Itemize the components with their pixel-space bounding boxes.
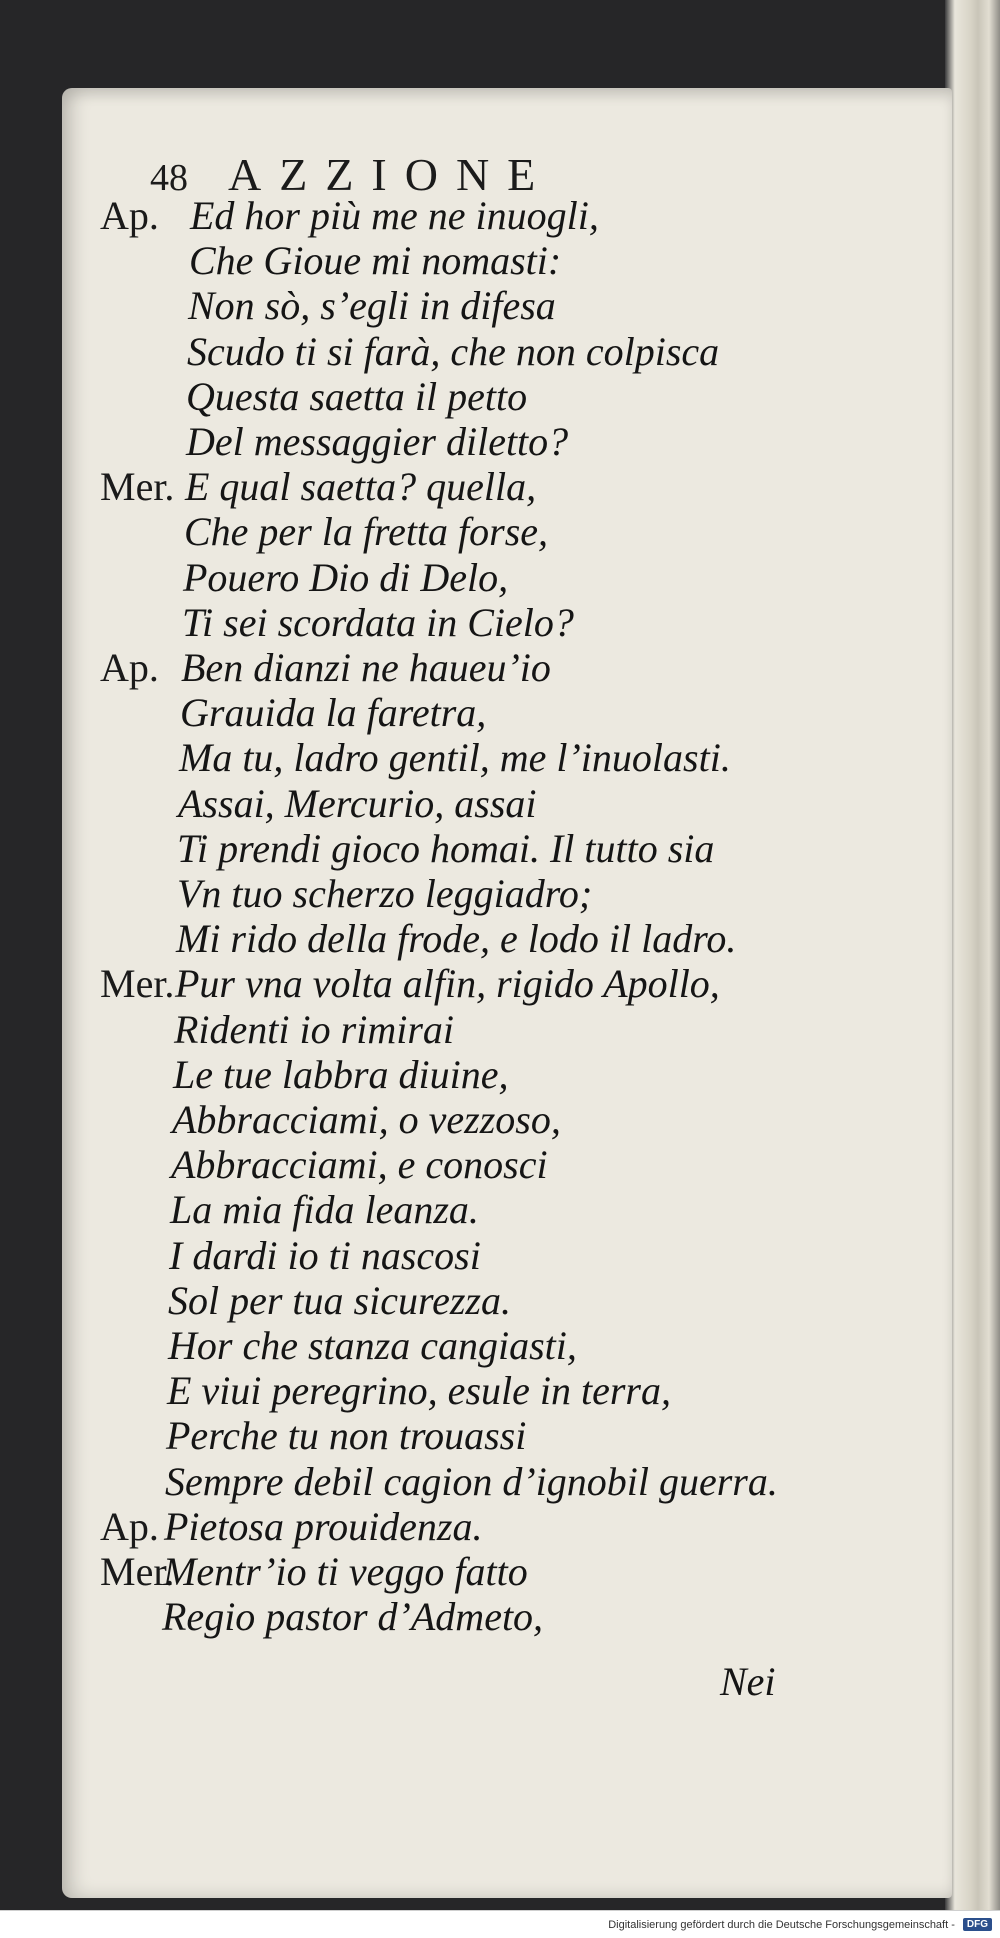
verse-line: Ridenti io rimirai (174, 1007, 454, 1052)
verse-line: Sol per tua sicurezza. (168, 1278, 511, 1323)
verse-line: Che Gioue mi nomasti: (189, 238, 562, 283)
verse-line: Pur vna volta alfin, rigido Apollo, (175, 961, 720, 1006)
footer-credit: Digitalisierung gefördert durch die Deutsche Forschungsgemeinschaft - (608, 1918, 955, 1931)
verse-line: Che per la fretta forse, (184, 509, 549, 554)
verse-line: Regio pastor d’Admeto, (162, 1594, 544, 1639)
verse-line: Vn tuo scherzo leggiadro; (177, 871, 593, 916)
verse-line: Abbracciami, e conosci (171, 1142, 548, 1187)
verse-line: Perche tu non trouassi (166, 1413, 527, 1458)
verse-line: La mia fida leanza. (170, 1187, 479, 1232)
page-number: 48 (150, 157, 188, 199)
dfg-logo: DFG (963, 1918, 992, 1931)
speaker-label: Mer. (100, 961, 175, 1006)
verse-line: Non sò, s’egli in difesa (188, 283, 556, 328)
verse-line: Le tue labbra diuine, (173, 1052, 509, 1097)
speaker-label: Ap. (100, 645, 159, 690)
verse-line: Assai, Mercurio, assai (178, 781, 537, 826)
verse-line: Pietosa prouidenza. (164, 1504, 483, 1549)
verse-line: Mi rido della frode, e lodo il ladro. (176, 916, 737, 961)
verse-line: Hor che stanza cangiasti, (168, 1323, 577, 1368)
speaker-label: Ap. (100, 193, 159, 238)
speaker-label: Ap. (100, 1504, 159, 1549)
verse-line: Pouero Dio di Delo, (183, 555, 509, 600)
catchword: Nei (720, 1659, 776, 1704)
verse-line: Abbracciami, o vezzoso, (172, 1097, 561, 1142)
verse-line: Ti sei scordata in Cielo? (182, 600, 574, 645)
verse-line: Ed hor più me ne inuogli, (190, 193, 599, 238)
running-title: AZZIONE (228, 149, 554, 200)
digitization-footer (0, 1910, 1000, 1938)
verse-line: Grauida la faretra, (180, 690, 487, 735)
verse-line: Sempre debil cagion d’ignobil guerra. (165, 1459, 778, 1504)
verse-line: Mentr’io ti veggo fatto (163, 1549, 528, 1594)
verse-line: Scudo ti si farà, che non colpisca (187, 329, 720, 374)
verse-line: Questa saetta il petto (186, 374, 528, 419)
verse-line: I dardi io ti nascosi (169, 1233, 481, 1278)
verse-line: Ben dianzi ne haueu’io (181, 645, 551, 690)
speaker-label: Mer. (100, 1549, 175, 1594)
verse-line: Ma tu, ladro gentil, me l’inuolasti. (179, 735, 731, 780)
verse-line: E viui peregrino, esule in terra, (167, 1368, 671, 1413)
speaker-label: Mer. (100, 464, 175, 509)
verse-line: E qual saetta? quella, (185, 464, 537, 509)
verse-line: Ti prendi gioco homai. Il tutto sia (177, 826, 715, 871)
verse-line: Del messaggier diletto? (186, 419, 569, 464)
